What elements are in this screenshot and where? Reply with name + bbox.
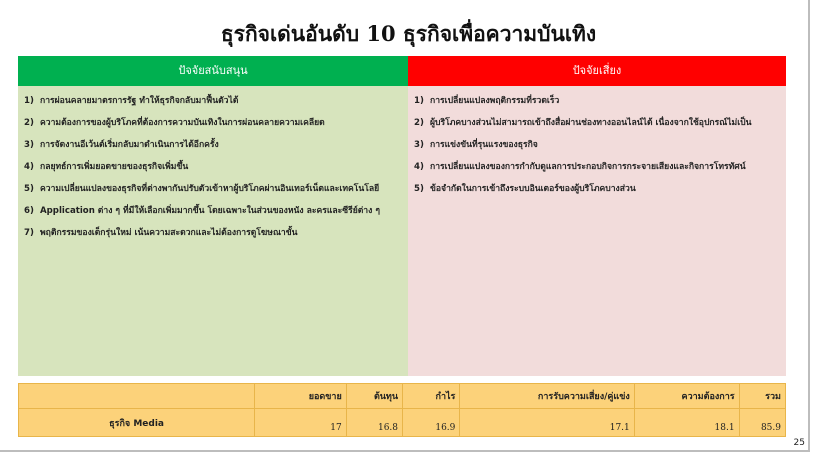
- supporting-factors-list: [18, 86, 408, 242]
- item-number: 4): [24, 162, 34, 172]
- item-text: การแข่งขันที่รุนแรงของธุรกิจ: [430, 140, 538, 150]
- item-number: 2): [414, 118, 424, 128]
- table-row: [19, 409, 786, 437]
- table-header-cell: กำไร: [403, 384, 460, 409]
- item-number: 4): [414, 162, 424, 172]
- risk-factors-header: ปัจจัยเสี่ยง: [408, 56, 786, 86]
- item-number: 1): [24, 96, 34, 106]
- item-text: การจัดงานอีเว้นต์เริ่มกลับมาดำเนินการได้อีกครั้ง: [40, 140, 219, 150]
- item-text: ความต้องการของผู้บริโภคที่ต้องการความบันเทิงในการผ่อนคลายความเคลียด: [40, 118, 325, 128]
- item-number: 5): [414, 184, 424, 194]
- page-number: 25: [793, 438, 805, 448]
- table-cell: 85.9: [739, 409, 785, 437]
- table-header-cell: ยอดขาย: [255, 384, 347, 409]
- list-item: [414, 180, 780, 198]
- item-text: การผ่อนคลายมาตรการรัฐ ทำให้ธุรกิจกลับมาฟื้นตัวได้: [40, 96, 239, 106]
- item-number: 2): [24, 118, 34, 128]
- item-number: 7): [24, 228, 34, 238]
- list-item: [414, 136, 780, 154]
- table-cell: 18.1: [634, 409, 739, 437]
- item-text: ความเปลี่ยนแปลงของธุรกิจที่ต่างพากันปรับตัวเข้าหาผู้บริโภคผ่านอินเทอร์เน็ตและเทคโนโลยี: [40, 184, 380, 194]
- list-item: [414, 114, 780, 132]
- table-cell: 16.9: [403, 409, 460, 437]
- list-item: [24, 158, 402, 176]
- table-header-cell: การรับความเสี่ยง/คู่แข่ง: [460, 384, 634, 409]
- item-number: 5): [24, 184, 34, 194]
- list-item: [24, 114, 402, 132]
- table-cell: 17: [255, 409, 347, 437]
- table-header-cell: รวม: [739, 384, 785, 409]
- item-text: การเปลี่ยนแปลงของการกำกับดูแลการประกอบกิจการกระจายเสียงและกิจการโทรทัศน์: [430, 162, 746, 172]
- list-item: [24, 136, 402, 154]
- list-item: [24, 224, 402, 242]
- table-cell: 16.8: [346, 409, 402, 437]
- list-item: [414, 158, 780, 176]
- item-number: 3): [414, 140, 424, 150]
- item-text: พฤติกรรมของเด็กรุ่นใหม่ เน้นความสะดวกและไม่ต้องการดูโฆษณาขั้น: [40, 228, 298, 238]
- list-item: [24, 180, 402, 198]
- table-header-cell: ความต้องการ: [634, 384, 739, 409]
- table-cell: 17.1: [460, 409, 634, 437]
- list-item: [24, 92, 402, 110]
- item-number: 3): [24, 140, 34, 150]
- supporting-factors-panel: [18, 56, 408, 376]
- table-header-cell: [19, 384, 255, 409]
- list-item: [24, 202, 402, 220]
- item-text: Application ต่าง ๆ ที่มีให้เลือกเพิ่มมากขึ้น โดยเฉพาะในส่วนของหนัง ละครและซีรีย์ต่าง ๆ: [40, 206, 380, 216]
- page-title: ธุรกิจเด่นอันดับ 10 ธุรกิจเพื่อความบันเทิง: [220, 21, 597, 46]
- risk-factors-list: [408, 86, 786, 198]
- item-text: การเปลี่ยนแปลงพฤติกรรมที่รวดเร็ว: [430, 96, 560, 106]
- item-text: ข้อจำกัดในการเข้าถึงระบบอินเตอร์ของผู้บริโภคบางส่วน: [430, 184, 636, 194]
- supporting-factors-header: ปัจจัยสนับสนุน: [18, 56, 408, 86]
- table-header-row: [19, 384, 786, 409]
- list-item: [414, 92, 780, 110]
- item-text: กลยุทธ์การเพิ่มยอดขายของธุรกิจเพิ่มขึ้น: [40, 162, 189, 172]
- item-number: 1): [414, 96, 424, 106]
- risk-factors-panel: [408, 56, 786, 376]
- row-label: ธุรกิจ Media: [19, 409, 255, 437]
- score-table: [18, 383, 786, 437]
- item-number: 6): [24, 206, 34, 216]
- item-text: ผู้บริโภคบางส่วนไม่สามารถเข้าถึงสื่อผ่านช่องทางออนไลน์ได้ เนื่องจากใช้อุปกรณ์ไม่เป็น: [430, 118, 752, 128]
- table-header-cell: ต้นทุน: [346, 384, 402, 409]
